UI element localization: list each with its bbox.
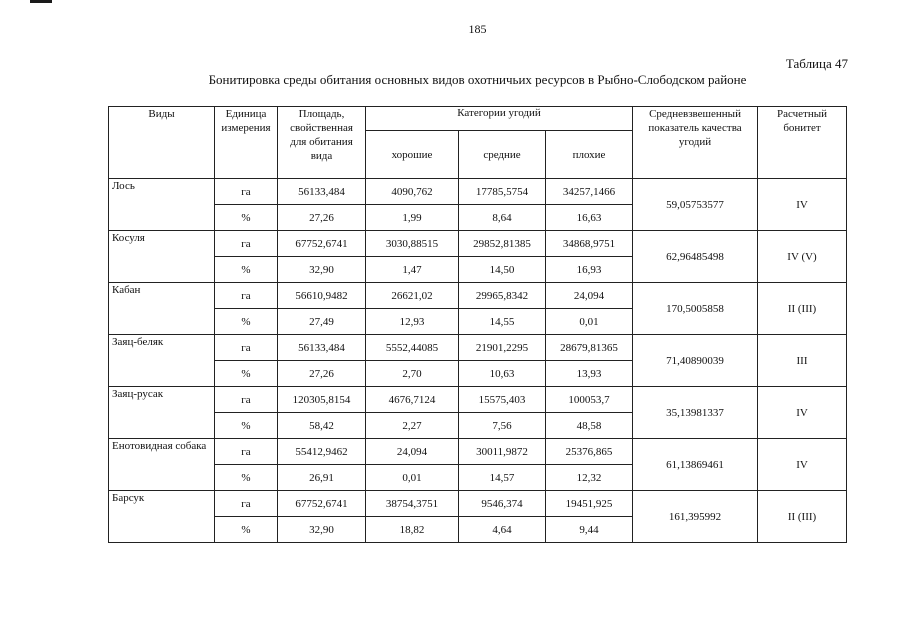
- page-number: 185: [468, 22, 487, 36]
- species-name: Енотовидная собака: [109, 439, 215, 491]
- unit-cell: га: [215, 491, 278, 517]
- species-name: Лось: [109, 179, 215, 231]
- area-cell: 32,90: [278, 257, 366, 283]
- area-cell: 26,91: [278, 465, 366, 491]
- header-bad: плохие: [546, 131, 633, 179]
- area-cell: 120305,8154: [278, 387, 366, 413]
- medium-cell: 29965,8342: [459, 283, 546, 309]
- unit-cell: га: [215, 179, 278, 205]
- bonitet-cell: IV: [758, 439, 847, 491]
- bonitet-cell: II (III): [758, 283, 847, 335]
- avg-quality-cell: 35,13981337: [633, 387, 758, 439]
- area-cell: 67752,6741: [278, 231, 366, 257]
- medium-cell: 29852,81385: [459, 231, 546, 257]
- bonitet-cell: IV: [758, 387, 847, 439]
- area-cell: 27,26: [278, 361, 366, 387]
- unit-cell: %: [215, 465, 278, 491]
- avg-quality-cell: 59,05753577: [633, 179, 758, 231]
- table-row: [109, 335, 847, 361]
- unit-cell: %: [215, 257, 278, 283]
- bonitet-cell: IV (V): [758, 231, 847, 283]
- area-cell: 58,42: [278, 413, 366, 439]
- bonitet-cell: IV: [758, 179, 847, 231]
- header-medium: средние: [459, 131, 546, 179]
- bad-cell: 24,094: [546, 283, 633, 309]
- medium-cell: 17785,5754: [459, 179, 546, 205]
- good-cell: 2,27: [366, 413, 459, 439]
- area-cell: 55412,9462: [278, 439, 366, 465]
- header-good: хорошие: [366, 131, 459, 179]
- unit-cell: га: [215, 439, 278, 465]
- good-cell: 1,47: [366, 257, 459, 283]
- good-cell: 38754,3751: [366, 491, 459, 517]
- bad-cell: 16,63: [546, 205, 633, 231]
- bad-cell: 34868,9751: [546, 231, 633, 257]
- good-cell: 4676,7124: [366, 387, 459, 413]
- bad-cell: 0,01: [546, 309, 633, 335]
- medium-cell: 10,63: [459, 361, 546, 387]
- medium-cell: 8,64: [459, 205, 546, 231]
- unit-cell: %: [215, 205, 278, 231]
- medium-cell: 15575,403: [459, 387, 546, 413]
- medium-cell: 14,57: [459, 465, 546, 491]
- table-row: [109, 439, 847, 465]
- species-name: Заяц-беляк: [109, 335, 215, 387]
- bad-cell: 9,44: [546, 517, 633, 543]
- good-cell: 0,01: [366, 465, 459, 491]
- avg-quality-cell: 161,395992: [633, 491, 758, 543]
- medium-cell: 30011,9872: [459, 439, 546, 465]
- header-species: Виды: [109, 107, 215, 179]
- species-name: Барсук: [109, 491, 215, 543]
- header-land-categories: Категории угодий: [366, 107, 633, 131]
- document-title: Бонитировка среды обитания основных видов охотничьих ресурсов в Рыбно-Слободском районе: [208, 72, 747, 87]
- good-cell: 18,82: [366, 517, 459, 543]
- medium-cell: 14,55: [459, 309, 546, 335]
- bad-cell: 25376,865: [546, 439, 633, 465]
- unit-cell: %: [215, 309, 278, 335]
- header-avg-quality: Средневзвешенный показатель качества угодий: [633, 107, 758, 179]
- bad-cell: 34257,1466: [546, 179, 633, 205]
- unit-cell: га: [215, 283, 278, 309]
- table-row: [109, 231, 847, 257]
- unit-cell: га: [215, 387, 278, 413]
- area-cell: 56610,9482: [278, 283, 366, 309]
- area-cell: 56133,484: [278, 179, 366, 205]
- bonitet-cell: III: [758, 335, 847, 387]
- medium-cell: 14,50: [459, 257, 546, 283]
- header-area: Площадь, свойственная для обитания вида: [278, 107, 366, 179]
- good-cell: 4090,762: [366, 179, 459, 205]
- bad-cell: 16,93: [546, 257, 633, 283]
- header-unit: Единица измерения: [215, 107, 278, 179]
- good-cell: 2,70: [366, 361, 459, 387]
- header-bonitet: Расчетный бонитет: [758, 107, 847, 179]
- medium-cell: 4,64: [459, 517, 546, 543]
- unit-cell: га: [215, 335, 278, 361]
- unit-cell: га: [215, 231, 278, 257]
- scan-artifact-mark: [30, 0, 52, 3]
- area-cell: 27,49: [278, 309, 366, 335]
- good-cell: 1,99: [366, 205, 459, 231]
- table-row: [109, 491, 847, 517]
- good-cell: 12,93: [366, 309, 459, 335]
- unit-cell: %: [215, 517, 278, 543]
- table-row: [109, 283, 847, 309]
- good-cell: 3030,88515: [366, 231, 459, 257]
- table-row: [109, 179, 847, 205]
- unit-cell: %: [215, 413, 278, 439]
- good-cell: 26621,02: [366, 283, 459, 309]
- bad-cell: 12,32: [546, 465, 633, 491]
- species-name: Заяц-русак: [109, 387, 215, 439]
- good-cell: 5552,44085: [366, 335, 459, 361]
- bonitet-cell: II (III): [758, 491, 847, 543]
- species-name: Кабан: [109, 283, 215, 335]
- medium-cell: 21901,2295: [459, 335, 546, 361]
- bad-cell: 13,93: [546, 361, 633, 387]
- table-label: Таблица 47: [785, 56, 848, 71]
- avg-quality-cell: 61,13869461: [633, 439, 758, 491]
- medium-cell: 7,56: [459, 413, 546, 439]
- habitat-bonitet-table: [108, 106, 847, 543]
- unit-cell: %: [215, 361, 278, 387]
- medium-cell: 9546,374: [459, 491, 546, 517]
- bad-cell: 100053,7: [546, 387, 633, 413]
- species-name: Косуля: [109, 231, 215, 283]
- avg-quality-cell: 71,40890039: [633, 335, 758, 387]
- area-cell: 67752,6741: [278, 491, 366, 517]
- avg-quality-cell: 170,5005858: [633, 283, 758, 335]
- area-cell: 56133,484: [278, 335, 366, 361]
- bad-cell: 19451,925: [546, 491, 633, 517]
- avg-quality-cell: 62,96485498: [633, 231, 758, 283]
- bad-cell: 28679,81365: [546, 335, 633, 361]
- table-row: [109, 387, 847, 413]
- bad-cell: 48,58: [546, 413, 633, 439]
- area-cell: 32,90: [278, 517, 366, 543]
- area-cell: 27,26: [278, 205, 366, 231]
- good-cell: 24,094: [366, 439, 459, 465]
